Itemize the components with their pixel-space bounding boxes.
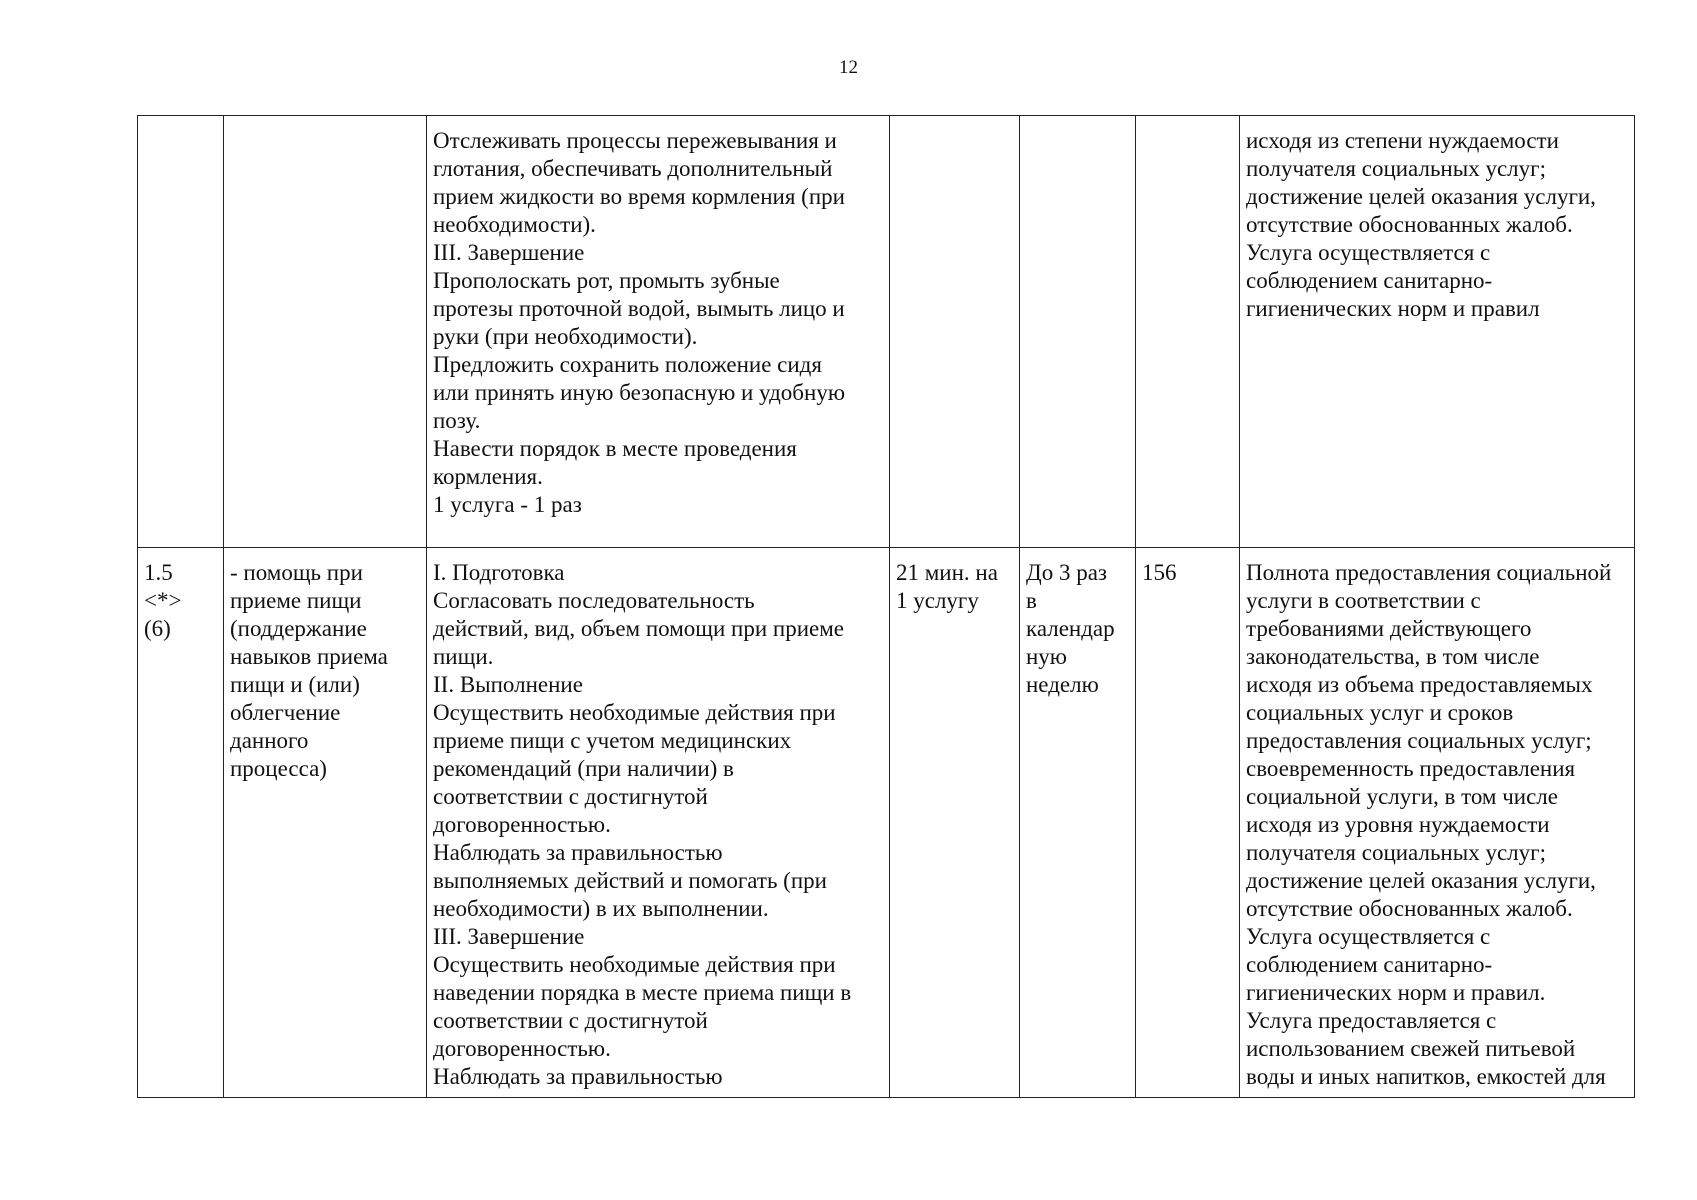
text-line: предоставления социальных услуг; <box>1246 728 1592 753</box>
text-line: Услуга осуществляется с <box>1246 924 1491 949</box>
text-line: использованием свежей питьевой <box>1246 1036 1576 1061</box>
text-line: 1.5 <box>144 560 173 585</box>
text-line: 156 <box>1142 560 1177 585</box>
text-line: протезы проточной водой, вымыть лицо и <box>433 296 845 321</box>
cell-quality <box>1240 548 1635 1098</box>
text-line: (6) <box>144 616 171 641</box>
text-line: руки (при необходимости). <box>433 324 698 349</box>
text-line: услуги в соответствии с <box>1246 588 1481 613</box>
cell-cost <box>1136 116 1240 548</box>
text-line: гигиенических норм и правил <box>1246 296 1540 321</box>
text-line: ную <box>1026 644 1067 669</box>
text-line: 1 услуга - 1 раз <box>433 492 582 517</box>
text-line: прием жидкости во время кормления (при <box>433 184 845 209</box>
text-line: наведении порядка в месте приема пищи в <box>433 980 852 1005</box>
text-line: отсутствие обоснованных жалоб. <box>1246 212 1573 237</box>
table-row <box>138 548 1635 1098</box>
page-number: 12 <box>839 57 858 78</box>
cell-number <box>138 116 224 548</box>
text-line: социальной услуги, в том числе <box>1246 784 1558 809</box>
cell-frequency <box>1020 116 1136 548</box>
cell-cost <box>1136 548 1240 1098</box>
text-line: приеме пищи с учетом медицинских <box>433 728 792 753</box>
table-row <box>138 116 1635 548</box>
text-line: Наблюдать за правильностью <box>433 840 723 865</box>
cell-service-name <box>224 116 427 548</box>
text-line: Согласовать последовательность <box>433 588 755 613</box>
text-line: выполняемых действий и помогать (при <box>433 868 827 893</box>
text-line: соблюдением санитарно- <box>1246 952 1493 977</box>
text-line: Услуга осуществляется с <box>1246 240 1491 265</box>
text-line: социальных услуг и сроков <box>1246 700 1514 725</box>
text-line: достижение целей оказания услуги, <box>1246 184 1596 209</box>
text-line: требованиями действующего <box>1246 616 1532 641</box>
text-line: глотания, обеспечивать дополнительный <box>433 156 833 181</box>
text-line: Прополоскать рот, промыть зубные <box>433 268 780 293</box>
text-line: договоренностью. <box>433 1036 611 1061</box>
cell-description <box>427 116 890 548</box>
text-line: кормления. <box>433 464 543 489</box>
text-line: отсутствие обоснованных жалоб. <box>1246 896 1573 921</box>
text-line: пищи и (или) <box>230 672 360 697</box>
text-line: Предложить сохранить положение сидя <box>433 352 822 377</box>
text-line: III. Завершение <box>433 924 585 949</box>
cell-frequency <box>1020 548 1136 1098</box>
text-line: исходя из степени нуждаемости <box>1246 128 1559 153</box>
text-line: (поддержание <box>230 616 367 641</box>
services-table <box>137 115 1635 1098</box>
text-line: позу. <box>433 408 481 433</box>
cell-time-norm <box>890 116 1020 548</box>
text-line: получателя социальных услуг; <box>1246 156 1546 181</box>
cell-quality <box>1240 116 1635 548</box>
text-line: исходя из уровня нуждаемости <box>1246 812 1550 837</box>
text-line: <*> <box>144 588 182 613</box>
text-line: пищи. <box>433 644 494 669</box>
text-line: Услуга предоставляется с <box>1246 1008 1497 1033</box>
text-line: 21 мин. на <box>896 560 998 585</box>
text-line: процесса) <box>230 756 327 781</box>
text-line: I. Подготовка <box>433 560 565 585</box>
text-line: законодательства, в том числе <box>1246 644 1540 669</box>
text-line: приеме пищи <box>230 588 362 613</box>
text-line: или принять иную безопасную и удобную <box>433 380 846 405</box>
text-line: действий, вид, объем помощи при приеме <box>433 616 845 641</box>
cell-service-name <box>224 548 427 1098</box>
text-line: получателя социальных услуг; <box>1246 840 1546 865</box>
text-line: договоренностью. <box>433 812 611 837</box>
text-line: необходимости) в их выполнении. <box>433 896 769 921</box>
text-line: - помощь при <box>230 560 363 585</box>
text-line: облегчение <box>230 700 341 725</box>
text-line: своевременность предоставления <box>1246 756 1576 781</box>
cell-description <box>427 548 890 1098</box>
text-line: соответствии с достигнутой <box>433 1008 708 1033</box>
text-line: данного <box>230 728 309 753</box>
text-line: Наблюдать за правильностью <box>433 1064 723 1089</box>
text-line: рекомендаций (при наличии) в <box>433 756 734 781</box>
text-line: в <box>1026 588 1037 613</box>
text-line: исходя из объема предоставляемых <box>1246 672 1593 697</box>
text-line: Полнота предоставления социальной <box>1246 560 1612 585</box>
text-line: Осуществить необходимые действия при <box>433 952 836 977</box>
text-line: 1 услугу <box>896 588 979 613</box>
text-line: Осуществить необходимые действия при <box>433 700 836 725</box>
text-line: II. Выполнение <box>433 672 583 697</box>
text-line: Навести порядок в месте проведения <box>433 436 797 461</box>
text-line: навыков приема <box>230 644 388 669</box>
text-line: III. Завершение <box>433 240 585 265</box>
text-line: До 3 раз <box>1026 560 1107 585</box>
text-line: воды и иных напитков, емкостей для <box>1246 1064 1606 1089</box>
text-line: соответствии с достигнутой <box>433 784 708 809</box>
cell-number <box>138 548 224 1098</box>
text-line: необходимости). <box>433 212 596 237</box>
text-line: соблюдением санитарно- <box>1246 268 1493 293</box>
text-line: Отслеживать процессы пережевывания и <box>433 128 837 153</box>
text-line: неделю <box>1026 672 1099 697</box>
text-line: календар <box>1026 616 1115 641</box>
text-line: достижение целей оказания услуги, <box>1246 868 1596 893</box>
cell-time-norm <box>890 548 1020 1098</box>
text-line: гигиенических норм и правил. <box>1246 980 1546 1005</box>
